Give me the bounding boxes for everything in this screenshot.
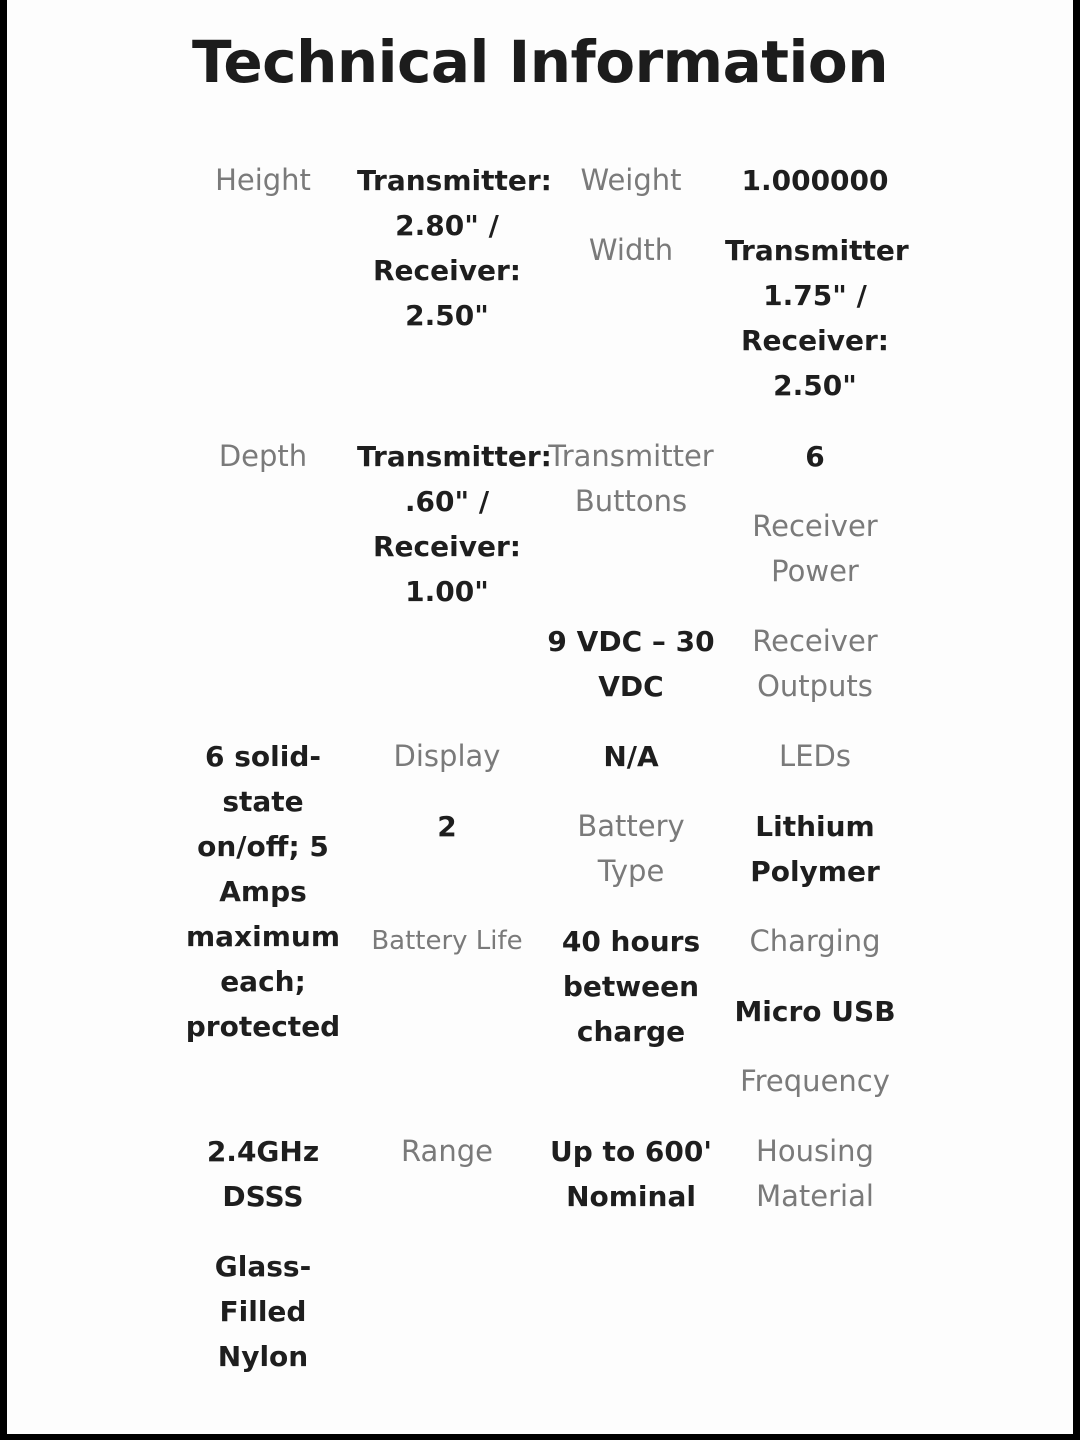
battery-type-value: Lithium Polymer — [750, 810, 880, 888]
depth-value: Transmitter: .60" / Receiver: 1.00" — [357, 440, 552, 608]
page-title: Technical Information — [191, 28, 888, 96]
transmitter-buttons-value: 6 — [805, 440, 825, 473]
range-value: Up to 600' Nominal — [550, 1135, 712, 1213]
receiver-outputs-value: 6 solid-state on/off; 5 Amps maximum each; protected — [185, 740, 341, 1043]
leds-value: 2 — [437, 810, 457, 843]
weight-label: Weight — [580, 163, 682, 197]
battery-life-value: 40 hours between charge — [561, 925, 701, 1048]
weight-value: 1.000000 — [741, 164, 889, 197]
receiver-power-value: 9 VDC – 30 VDC — [547, 625, 715, 703]
width-label: Width — [588, 233, 674, 267]
frequency-value: 2.4GHz DSSS — [206, 1135, 320, 1213]
frequency-label: Frequency — [740, 1064, 890, 1098]
battery-life-label: Battery Life — [371, 926, 523, 956]
spec-sheet — [7, 0, 1073, 1434]
display-value: N/A — [603, 740, 659, 773]
width-value: Transmitter 1.75" / Receiver: 2.50" — [725, 234, 909, 402]
transmitter-buttons-label: Transmitter Buttons — [548, 439, 714, 518]
charging-label: Charging — [749, 924, 881, 958]
height-value: Transmitter: 2.80" / Receiver: 2.50" — [357, 164, 552, 332]
receiver-outputs-label: Receiver Outputs — [752, 624, 878, 703]
leds-label: LEDs — [779, 739, 851, 773]
housing-material-value: Glass-Filled Nylon — [214, 1250, 312, 1373]
range-label: Range — [401, 1134, 493, 1168]
height-label: Height — [215, 163, 311, 197]
charging-value: Micro USB — [734, 995, 896, 1028]
display-label: Display — [393, 739, 501, 773]
housing-material-label: Housing Material — [756, 1134, 874, 1213]
battery-type-label: Battery Type — [577, 809, 685, 888]
receiver-power-label: Receiver Power — [752, 509, 878, 588]
depth-label: Depth — [218, 439, 308, 473]
